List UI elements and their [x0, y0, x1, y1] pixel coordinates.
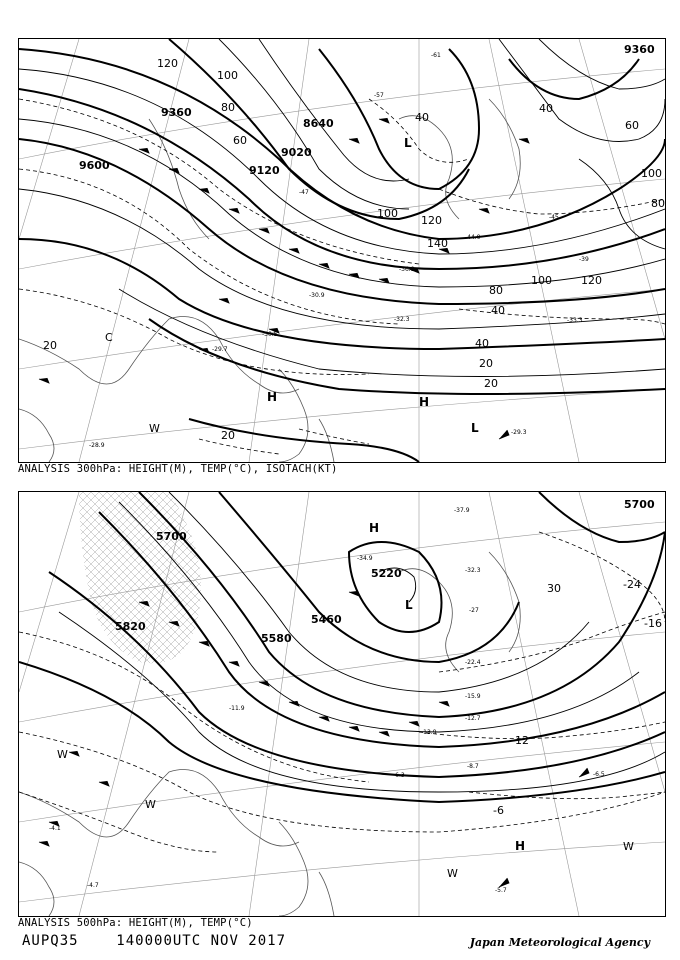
cold-center-symbol: C	[105, 331, 113, 344]
station-temp-label: -5.7	[495, 887, 507, 894]
height-contours-300	[19, 39, 665, 462]
station-temp-label: -44.9	[465, 234, 481, 241]
agency-name: Japan Meteorological Agency	[469, 936, 650, 949]
height-label: 9120	[249, 164, 280, 177]
height-label: 5700	[624, 498, 655, 511]
height-label: 8640	[303, 117, 334, 130]
isotherm-label: -12	[511, 734, 529, 747]
high-center-symbol: H	[369, 521, 380, 535]
station-temp-label: -29.3	[511, 429, 527, 436]
isotach-label: 140	[427, 237, 448, 250]
analysis-time: 140000UTC NOV 2017	[116, 933, 287, 949]
isotach-label: 20	[43, 339, 57, 352]
station-temp-label: -37.9	[454, 507, 470, 514]
station-temp-label: -27	[469, 607, 479, 614]
warm-center-symbol: W	[447, 867, 458, 880]
station-temp-label: -32.3	[394, 316, 410, 323]
station-temp-label: -12.7	[465, 715, 481, 722]
station-temp-label: -4.1	[49, 825, 61, 832]
caption-300hpa: ANALYSIS 300hPa: HEIGHT(M), TEMP(°C), ISOTACH(KT)	[18, 463, 338, 475]
isotach-label: 20	[221, 429, 235, 442]
low-center-symbol: L	[404, 136, 412, 150]
isotach-label: 40	[415, 111, 429, 124]
isotach-label: 60	[625, 119, 639, 132]
height-label: 9020	[281, 146, 312, 159]
station-temp-label: -57	[374, 92, 384, 99]
chart-500hpa-map	[19, 492, 665, 916]
chart-300hpa	[18, 38, 666, 463]
graticule-300	[19, 39, 665, 462]
station-temp-label: -15.9	[465, 693, 481, 700]
station-temp-label: -47	[299, 189, 309, 196]
wind-barbs-300	[39, 118, 529, 439]
station-temp-label: -33.3	[567, 317, 583, 324]
isotach-label: 40	[539, 102, 553, 115]
isotach-label: 100	[377, 207, 398, 220]
station-temp-label: -30.5	[262, 331, 278, 338]
height-label: 5820	[115, 620, 146, 633]
low-center-symbol: L	[405, 598, 413, 612]
low-center-symbol: L	[471, 421, 479, 435]
warm-center-symbol: W	[623, 840, 634, 853]
station-temp-label: -45	[549, 214, 559, 221]
product-code-line	[22, 933, 286, 949]
hatched-region	[79, 492, 201, 663]
station-temp-label: -6.5	[593, 771, 605, 778]
station-temp-label: -28.9	[89, 442, 105, 449]
height-label: 5460	[311, 613, 342, 626]
warm-center-symbol: W	[149, 422, 160, 435]
station-temp-label: -11.9	[229, 705, 245, 712]
height-label: 9600	[79, 159, 110, 172]
isotach-label: 100	[531, 274, 552, 287]
chart-500hpa	[18, 491, 666, 917]
isotach-label: 20	[484, 377, 498, 390]
height-label: 5580	[261, 632, 292, 645]
station-temp-label: -39	[579, 256, 589, 263]
station-temp-label: -30.9	[309, 292, 325, 299]
high-center-symbol: H	[515, 839, 526, 853]
isotach-label: 100	[641, 167, 662, 180]
station-temp-label: -61	[431, 52, 441, 59]
coastline-300	[19, 99, 520, 462]
isotach-label: 60	[233, 134, 247, 147]
isotherm-label: 30	[547, 582, 561, 595]
isotach-label: 120	[421, 214, 442, 227]
chart-300hpa-map	[19, 39, 665, 462]
station-temp-label: -13.9	[421, 729, 437, 736]
isotach-label: 40	[475, 337, 489, 350]
height-label: 5220	[371, 567, 402, 580]
height-label: 9360	[624, 43, 655, 56]
product-code: AUPQ35	[22, 933, 79, 949]
warm-center-symbol: W	[57, 748, 68, 761]
isotherm-label: -6	[493, 804, 504, 817]
isotherm-label: -24	[623, 578, 641, 591]
isotach-label: 80	[221, 101, 235, 114]
warm-center-symbol: W	[145, 798, 156, 811]
isotach-label: 120	[157, 57, 178, 70]
station-temp-label: -6.3	[393, 772, 405, 779]
height-label: 9360	[161, 106, 192, 119]
isotach-label: 100	[217, 69, 238, 82]
isotach-label: 80	[651, 197, 665, 210]
station-temp-label: -8.7	[467, 763, 479, 770]
high-center-symbol: H	[267, 390, 278, 404]
isotach-label: 40	[491, 304, 505, 317]
isotach-label: 80	[489, 284, 503, 297]
station-temp-label: -29.7	[212, 346, 228, 353]
caption-500hpa: ANALYSIS 500hPa: HEIGHT(M), TEMP(°C)	[18, 917, 253, 929]
station-temp-label: -36.9	[399, 266, 415, 273]
high-center-symbol: H	[419, 395, 430, 409]
isotach-label: 20	[479, 357, 493, 370]
isotach-label: 120	[581, 274, 602, 287]
station-temp-label: -34.9	[357, 555, 373, 562]
station-temp-label: -32.3	[465, 567, 481, 574]
isotherm-label: -16	[644, 617, 662, 630]
station-temp-label: -22.4	[465, 659, 481, 666]
station-temp-label: -4.7	[87, 882, 99, 889]
height-label: 5700	[156, 530, 187, 543]
